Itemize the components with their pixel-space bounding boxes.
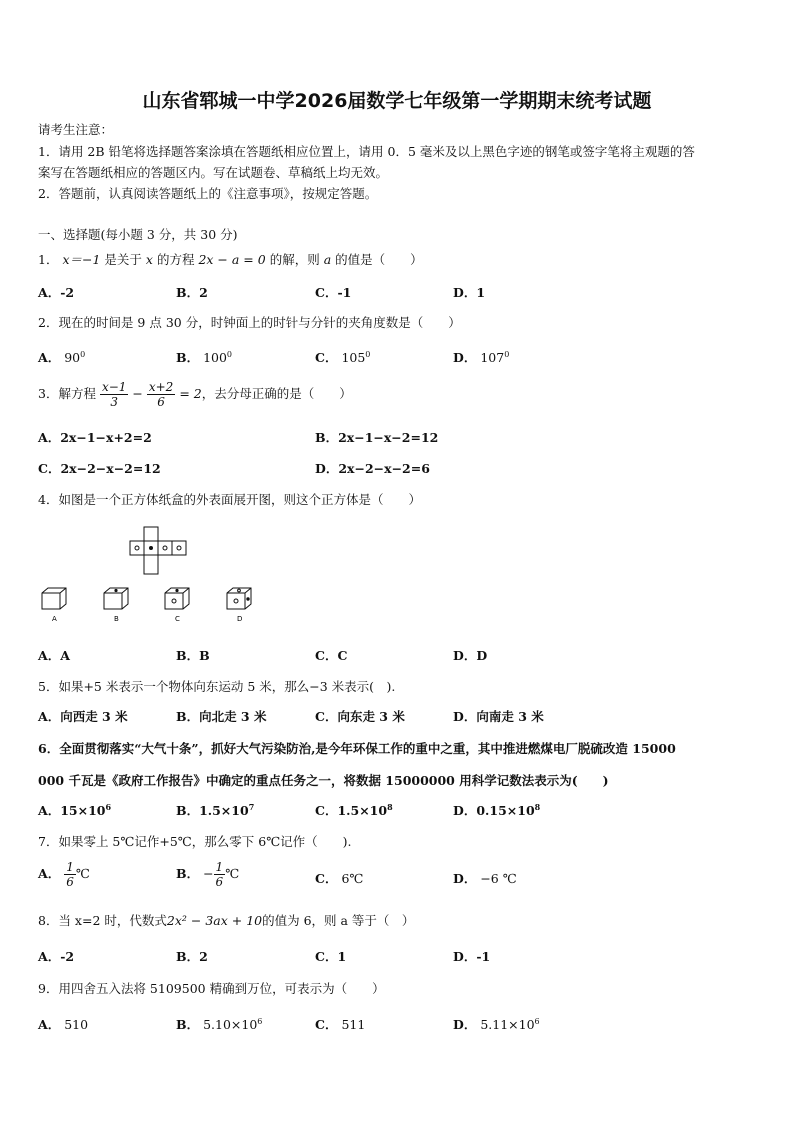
q1-text-3: 的解，则 (269, 252, 320, 267)
q4-option-d: D．D (453, 648, 488, 663)
q4-option-a: A．A (38, 648, 70, 663)
q6-option-a: A．$15\times 10^6$ (38, 801, 112, 818)
question-6-line-2: 000 千瓦是《政府工作报告》中确定的重点任务之一，将数据 15000000 用科学记数法表示为( ) (38, 773, 609, 788)
q1-option-b: B．2 (176, 285, 208, 300)
section-heading: 一、选择题(每小题 3 分，共 30 分) (38, 227, 238, 242)
cube-label-b: B (114, 615, 119, 623)
q7-option-c: C． 6℃ (315, 871, 364, 886)
cube-label-c: C (175, 615, 180, 623)
q4-option-c: C．C (315, 648, 348, 663)
q9-option-c: C． 511 (315, 1017, 366, 1032)
question-9: 9．用四舍五入法将 5109500 精确到万位，可表示为（ ） (38, 981, 385, 996)
cube-option-a (40, 586, 70, 626)
cube-label-d: D (237, 615, 243, 623)
q5-option-b: B．向北走 3 米 (176, 709, 267, 724)
q3-option-a: A．2x−1−x+2=2 (38, 430, 152, 445)
q8-option-d: D．-1 (453, 949, 491, 964)
cube-net-figure (126, 526, 198, 576)
question-3: 3．解方程 $\frac{x-1}{3}$ − $\frac{x+2}{6}$ = 2，去分母正确的是（ ） (38, 380, 352, 409)
q3-fraction-2: $\frac{x+2}{6}$ (148, 380, 174, 409)
q9-option-a: A． 510 (38, 1017, 89, 1032)
q2-option-c: C． $105^0$ (315, 349, 371, 365)
notice-line-1b: 案写在答题纸相应的答题区内。写在试题卷、草稿纸上均无效。 (38, 165, 389, 180)
q7-option-a: A． $\frac{1}{6}$ ℃ (38, 860, 90, 889)
question-4: 4．如图是一个正方体纸盒的外表面展开图，则这个正方体是（ ） (38, 492, 421, 507)
q3-option-d: D．2x−2−x−2=6 (315, 461, 430, 476)
q1-math-2: x (145, 252, 153, 267)
q1-math-4: a (323, 252, 332, 267)
q7-option-b: B． − $\frac{1}{6}$ ℃ (176, 860, 240, 889)
notice-heading: 请考生注意： (38, 122, 114, 137)
q9-option-b: B． $5.10\times 10^6$ (176, 1016, 263, 1032)
q6-option-c: C．$1.5\times 10^8$ (315, 801, 393, 818)
cube-option-c (163, 586, 193, 626)
q1-math-3: 2x − a = 0 (198, 252, 266, 267)
question-6-line-1: 6．全面贯彻落实“大气十条”，抓好大气污染防治,是今年环保工作的重中之重，其中推进燃煤电厂脱硫改造 15000 (38, 741, 676, 756)
question-5: 5．如果+5 米表示一个物体向东运动 5 米，那么−3 米表示( ). (38, 679, 396, 694)
cube-label-a: A (52, 615, 57, 623)
cube-option-b (102, 586, 132, 626)
q1-option-a: A．-2 (38, 285, 75, 300)
q2-option-d: D． $107^0$ (453, 349, 510, 365)
q5-option-d: D．向南走 3 米 (453, 709, 544, 724)
q2-option-a: A． $90^0$ (38, 349, 86, 365)
question-7: 7．如果零上 5℃记作+5℃，那么零下 6℃记作（ ). (38, 834, 352, 849)
q3-option-b: B．2x−1−x−2=12 (315, 430, 439, 445)
q1-text-4: 的值是（ ） (335, 252, 423, 267)
notice-line-2: 2．答题前，认真阅读答题纸上的《注意事项》，按规定答题。 (38, 186, 378, 201)
notice-line-1a: 1．请用 2B 铅笔将选择题答案涂填在答题纸相应位置上，请用 0．5 毫米及以上黑色字迹的钢笔或签字笔将主观题的答 (38, 144, 695, 159)
cube-option-d (225, 586, 255, 626)
q6-option-b: B．$1.5\times 10^7$ (176, 801, 255, 818)
q1-option-d: D．1 (453, 285, 486, 300)
q4-option-b: B．B (176, 648, 210, 663)
question-8: 8．当 x=2 时，代数式2x² − 3ax + 10的值为 6，则 a 等于（ ） (38, 913, 415, 928)
q1-text-2: 的方程 (156, 252, 195, 267)
q1-num: 1． (38, 252, 59, 267)
q8-option-a: A．-2 (38, 949, 75, 964)
q2-option-b: B． $100^0$ (176, 349, 233, 365)
q5-option-c: C．向东走 3 米 (315, 709, 405, 724)
q1-option-c: C．-1 (315, 285, 352, 300)
q9-option-d: D． $5.11\times 10^6$ (453, 1016, 540, 1032)
q6-option-d: D．$0.15\times 10^8$ (453, 801, 541, 818)
page-title: 山东省郓城一中学2026届数学七年级第一学期期末统考试题 (142, 90, 652, 112)
q1-math-1: x＝−1 (62, 252, 101, 267)
q3-option-c: C．2x−2−x−2=12 (38, 461, 161, 476)
q8-option-c: C．1 (315, 949, 347, 964)
q3-fraction-1: $\frac{x-1}{3}$ (101, 380, 127, 409)
question-2: 2．现在的时间是 9 点 30 分，时钟面上的时针与分针的夹角度数是（ ） (38, 315, 461, 330)
q1-text-1: 是关于 (104, 252, 142, 267)
question-1 (38, 250, 423, 268)
q5-option-a: A．向西走 3 米 (38, 709, 128, 724)
q8-option-b: B．2 (176, 949, 208, 964)
q7-option-d: D． −6 ℃ (453, 871, 517, 886)
